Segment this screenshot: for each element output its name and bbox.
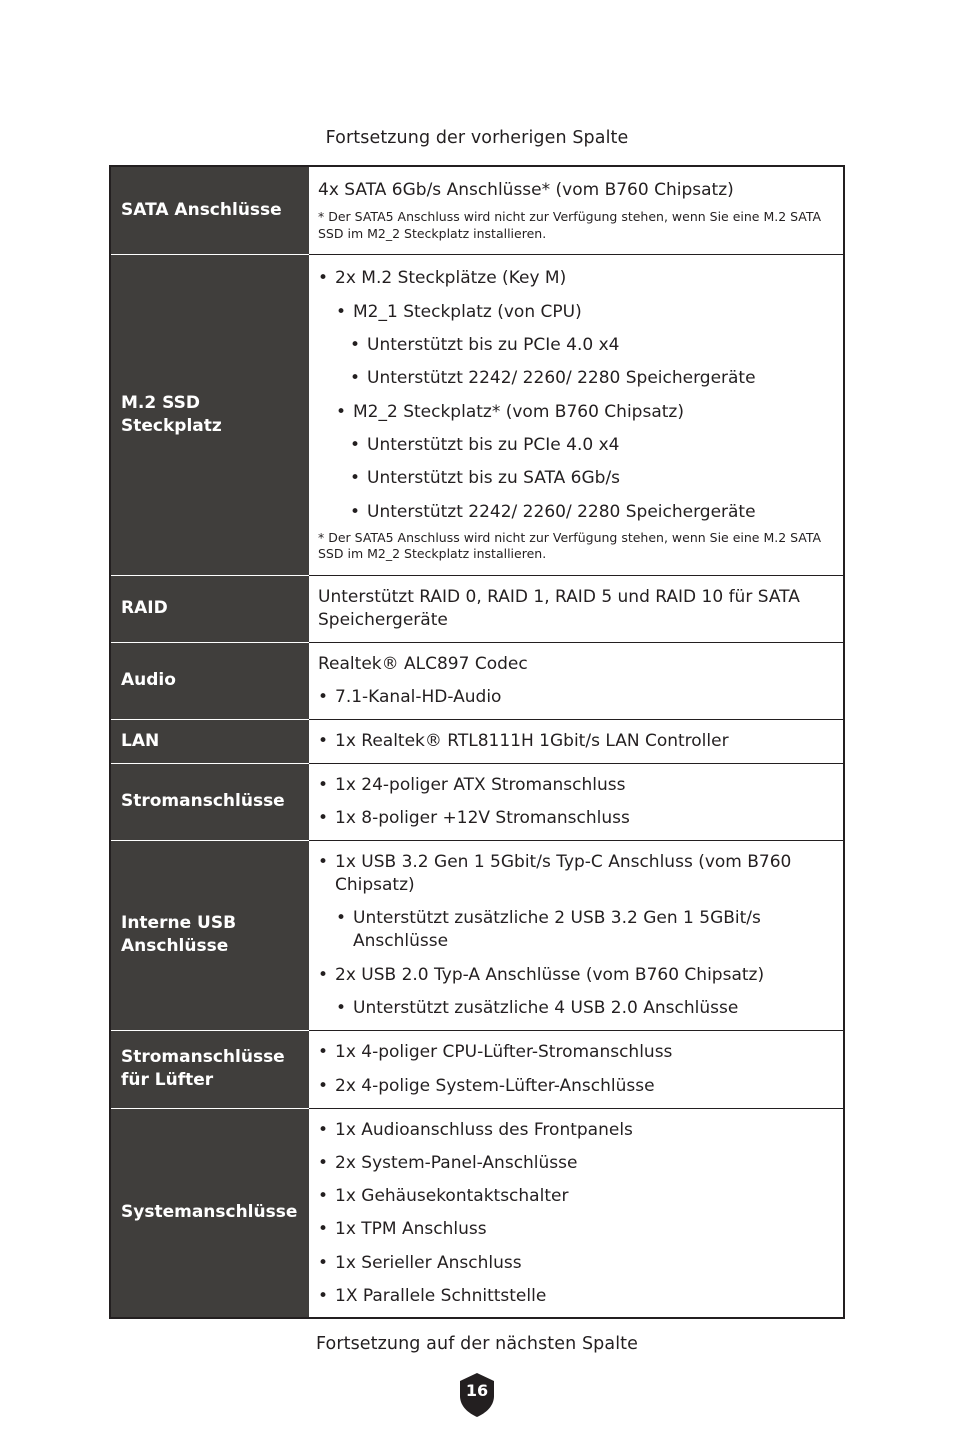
spec-row	[110, 166, 844, 254]
spec-list-text: 1x Gehäusekontaktschalter	[335, 1186, 569, 1207]
spec-value	[309, 642, 844, 719]
bullet-icon: •	[336, 301, 347, 322]
spec-list-item	[318, 1075, 833, 1098]
bullet-icon: •	[318, 1152, 329, 1173]
bullet-icon: •	[318, 774, 329, 795]
spec-list-text: Unterstützt 2242/ 2260/ 2280 Speichergeräte	[367, 368, 756, 389]
bullet-icon: •	[336, 997, 347, 1018]
spec-list-item	[318, 774, 833, 797]
spec-value	[309, 575, 844, 642]
spec-footnote: * Der SATA5 Anschluss wird nicht zur Verfügung stehen, wenn Sie eine M.2 SATA SSD im M2_2 Steckplatz installieren.	[318, 209, 822, 241]
spec-list-text: Unterstützt zusätzliche 2 USB 3.2 Gen 1 5GBit/s Anschlüsse	[353, 908, 761, 952]
bullet-icon: •	[318, 1075, 329, 1096]
bullet-icon: •	[318, 1119, 329, 1140]
spec-list-item	[318, 267, 833, 290]
spec-row	[110, 1030, 844, 1108]
spec-list-text: 1x 4-poliger CPU-Lüfter-Stromanschluss	[335, 1042, 673, 1063]
spec-list-item	[318, 730, 833, 753]
spec-label: M.2 SSD Steckplatz	[110, 254, 309, 575]
spec-list-text: 1x Audioanschluss des Frontpanels	[335, 1119, 633, 1140]
spec-list-text: Unterstützt bis zu PCIe 4.0 x4	[367, 434, 620, 455]
bullet-icon: •	[318, 808, 329, 829]
bullet-icon: •	[350, 468, 361, 489]
spec-list-item	[318, 301, 833, 324]
spec-list-item	[318, 1285, 833, 1308]
spec-list-item	[318, 851, 833, 897]
spec-list-text: 2x M.2 Steckplätze (Key M)	[335, 268, 567, 289]
spec-list-text: 1X Parallele Schnittstelle	[335, 1285, 547, 1306]
spec-table	[109, 165, 845, 1319]
spec-list-text: Unterstützt 2242/ 2260/ 2280 Speichergeräte	[367, 501, 756, 522]
spec-text: 4x SATA 6Gb/s Anschlüsse* (vom B760 Chipsatz)	[318, 180, 734, 201]
spec-label: LAN	[110, 719, 309, 763]
spec-row	[110, 719, 844, 763]
spec-list-item	[318, 1218, 833, 1241]
spec-list-text: 2x USB 2.0 Typ-A Anschlüsse (vom B760 Chipsatz)	[335, 964, 765, 985]
spec-list-item	[318, 1185, 833, 1208]
spec-list-item	[318, 1119, 833, 1142]
spec-label: RAID	[110, 575, 309, 642]
spec-value	[309, 840, 844, 1030]
spec-value	[309, 719, 844, 763]
spec-list-item	[318, 686, 833, 709]
bullet-icon: •	[336, 908, 347, 929]
spec-list-text: 7.1-Kanal-HD-Audio	[335, 687, 502, 708]
spec-row	[110, 642, 844, 719]
spec-list-text: Unterstützt bis zu PCIe 4.0 x4	[367, 335, 620, 356]
spec-list-text: M2_2 Steckplatz* (vom B760 Chipsatz)	[353, 401, 684, 422]
spec-label: Stromanschlüsse für Lüfter	[110, 1030, 309, 1108]
spec-list-item	[318, 434, 833, 457]
spec-row	[110, 254, 844, 575]
spec-list-item	[318, 501, 833, 524]
bullet-icon: •	[336, 401, 347, 422]
bullet-icon: •	[318, 731, 329, 751]
spec-list-text: 2x 4-polige System-Lüfter-Anschlüsse	[335, 1075, 655, 1096]
spec-text: Unterstützt RAID 0, RAID 1, RAID 5 und RAID 10 für SATA Speichergeräte	[318, 587, 800, 630]
spec-list-item	[318, 467, 833, 490]
continuation-bottom-caption: Fortsetzung auf der nächsten Spalte	[315, 1334, 639, 1354]
spec-row	[110, 1108, 844, 1318]
spec-list-text: 1x 24-poliger ATX Stromanschluss	[335, 774, 626, 795]
bullet-icon: •	[318, 687, 329, 708]
bullet-icon: •	[318, 852, 329, 873]
spec-label: Interne USB Anschlüsse	[110, 840, 309, 1030]
bullet-icon: •	[318, 964, 329, 985]
spec-list-item	[318, 997, 833, 1020]
spec-list-text: 1x TPM Anschluss	[335, 1219, 487, 1240]
spec-list-item	[318, 1252, 833, 1275]
spec-value	[309, 1030, 844, 1108]
spec-value	[309, 1108, 844, 1318]
spec-list-text: 2x System-Panel-Anschlüsse	[335, 1152, 578, 1173]
spec-list-item	[318, 401, 833, 424]
bullet-icon: •	[350, 368, 361, 389]
spec-list-text: 1x Serieller Anschluss	[335, 1252, 522, 1273]
spec-label: Stromanschlüsse	[110, 763, 309, 840]
spec-text: Realtek® ALC897 Codec	[318, 653, 528, 674]
spec-label: SATA Anschlüsse	[110, 166, 309, 254]
bullet-icon: •	[350, 335, 361, 356]
spec-row	[110, 763, 844, 840]
spec-list-text: Unterstützt zusätzliche 4 USB 2.0 Anschlüsse	[353, 997, 739, 1018]
bullet-icon: •	[318, 1252, 329, 1273]
bullet-icon: •	[318, 1186, 329, 1207]
spec-list-item	[318, 367, 833, 390]
spec-list-text: M2_1 Steckplatz (von CPU)	[353, 301, 582, 322]
spec-table-body	[110, 166, 844, 1318]
spec-list-item	[318, 907, 833, 953]
spec-list-item	[318, 964, 833, 987]
continuation-top-caption: Fortsetzung der vorherigen Spalte	[325, 128, 629, 148]
spec-label: Audio	[110, 642, 309, 719]
spec-value	[309, 254, 844, 575]
bullet-icon: •	[318, 1285, 329, 1306]
spec-value	[309, 166, 844, 254]
spec-list-item	[318, 1041, 833, 1064]
spec-row	[110, 840, 844, 1030]
spec-list-item	[318, 807, 833, 830]
spec-footnote: * Der SATA5 Anschluss wird nicht zur Verfügung stehen, wenn Sie eine M.2 SATA SSD im M2_2 Steckplatz installieren.	[318, 529, 822, 562]
spec-row	[110, 575, 844, 642]
bullet-icon: •	[350, 434, 361, 455]
page-number: 16	[465, 1381, 489, 1400]
spec-label: Systemanschlüsse	[110, 1108, 309, 1318]
spec-value	[309, 763, 844, 840]
spec-list-text: Unterstützt bis zu SATA 6Gb/s	[367, 468, 621, 489]
spec-list-item	[318, 334, 833, 357]
bullet-icon: •	[350, 501, 361, 522]
bullet-icon: •	[318, 268, 329, 289]
bullet-icon: •	[318, 1219, 329, 1240]
spec-list-text: 1x 8-poliger +12V Stromanschluss	[335, 808, 630, 829]
bullet-icon: •	[318, 1042, 329, 1063]
spec-list-text: 1x USB 3.2 Gen 1 5Gbit/s Typ-C Anschluss (vom B760 Chipsatz)	[335, 852, 792, 896]
spec-list-item	[318, 1152, 833, 1175]
spec-list-text: 1x Realtek® RTL8111H 1Gbit/s LAN Controller	[335, 731, 729, 751]
